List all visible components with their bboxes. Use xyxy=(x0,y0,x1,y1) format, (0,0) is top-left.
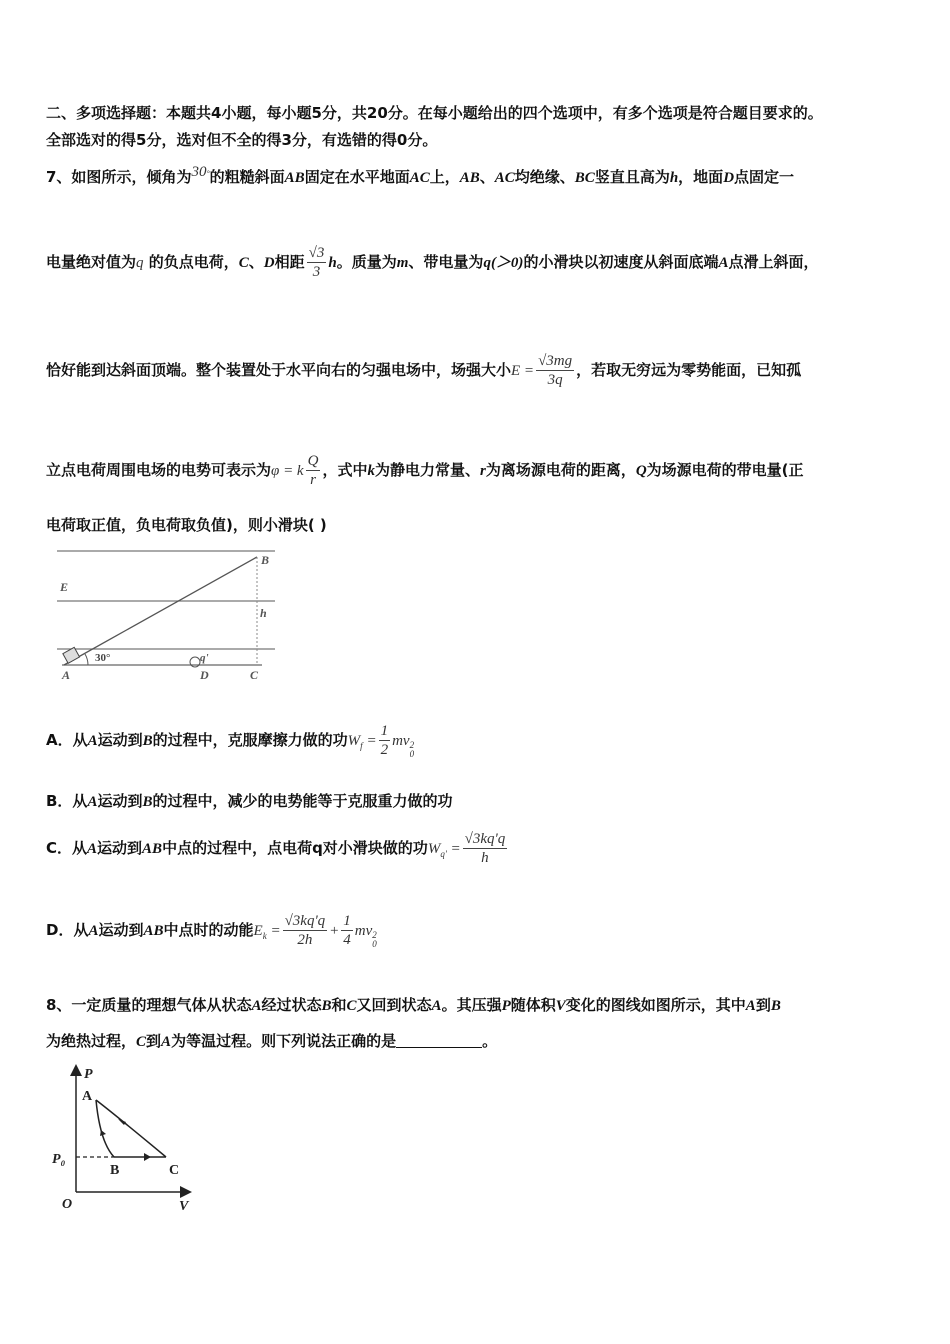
var-q-positive: q(＞0) xyxy=(483,255,524,271)
section-heading-line-1: 二、多项选择题：本题共4小题，每小题5分，共20分。在每小题给出的四个选项中，有多个选项是符合题目要求的。 xyxy=(46,104,823,122)
label-b: B xyxy=(110,1163,120,1178)
q7-text: ，若取无穷远为零势能面，已知孤 xyxy=(576,361,802,379)
var-h: h xyxy=(669,170,679,186)
fraction-one-quarter: $\frac{1}{4}$ xyxy=(343,913,351,948)
incline-figure xyxy=(50,544,290,684)
angle-30: 30 xyxy=(191,164,207,180)
q7-text: ，地面 xyxy=(678,168,724,186)
var-c: C xyxy=(238,255,249,271)
q7-text: 电荷取正值，负电荷取负值)，则小滑块( ) xyxy=(46,516,327,534)
q7-line-4 xyxy=(46,452,804,489)
slider-block xyxy=(63,647,80,663)
var-m: m xyxy=(396,255,409,271)
formula-mv0-squared: mv 2 0 xyxy=(354,923,377,949)
q7-text: 点固定一 xyxy=(734,168,795,186)
option-b[interactable]: B．从A运动到B的过程中，减少的电势能等于克服重力做的功 xyxy=(46,792,453,810)
section-heading-2 xyxy=(46,129,437,150)
arrow-b-to-c xyxy=(144,1153,151,1161)
q7-text: 、带电量为 xyxy=(408,253,484,271)
label-c: C xyxy=(169,1163,180,1178)
var-r: r xyxy=(479,463,486,479)
label-c: C xyxy=(250,668,259,682)
option-a[interactable]: A．从A运动到B的过程中，克服摩擦力做的功$W_f$ = $\frac{1}{2}$ mv 2 0 xyxy=(46,723,415,759)
var-bc: BC xyxy=(574,170,595,186)
fraction-one-half: $\frac{1}{2}$ xyxy=(380,723,389,758)
label-o: O xyxy=(62,1197,73,1212)
label-h: h xyxy=(260,606,267,620)
var-q: q xyxy=(136,255,144,271)
label-a: A xyxy=(62,668,71,682)
section-heading xyxy=(46,102,823,123)
q7-text: 点滑上斜面， xyxy=(728,253,819,271)
angle-arc xyxy=(85,654,88,665)
label-v: V xyxy=(179,1199,189,1214)
q7-text: ，式中 xyxy=(322,461,368,479)
label-a: A xyxy=(82,1089,93,1104)
fraction-q-over-r: $\frac{Q}{r}$ xyxy=(307,453,319,488)
option-c[interactable]: C．从A运动到AB中点的过程中，点电荷q对小滑块做的功$W_{q'}$ = $\frac{√3kq'q}{h}$ xyxy=(46,831,506,866)
q7-text: 固定在水平地面 xyxy=(304,168,410,186)
q7-text: 立点电荷周围电场的电势可表示为 xyxy=(46,461,272,479)
var-a: A xyxy=(718,255,729,271)
formula-wq: $W_{q'}$ = xyxy=(427,841,461,859)
q7-text: 的小滑块以初速度从斜面底端 xyxy=(523,253,719,271)
pv-graph xyxy=(48,1062,208,1218)
var-k: k xyxy=(367,463,375,479)
label-p: P xyxy=(84,1067,93,1082)
option-d[interactable]: D．从A运动到AB中点时的动能$E_k$ = $\frac{√3kq'q}{2h}$ + $\frac{1}{4}$ mv 2 0 xyxy=(46,913,377,949)
process-c-to-a xyxy=(96,1100,166,1157)
formula-e: E = xyxy=(511,363,535,379)
q7-line-3 xyxy=(46,352,801,389)
q8-line-2: 为绝热过程，C到A为等温过程。则下列说法正确的是 。 xyxy=(46,1032,498,1050)
q7-text: 的粗糙斜面 xyxy=(209,168,285,186)
label-p0: P₀ xyxy=(52,1152,66,1167)
label-angle: 30° xyxy=(95,652,111,664)
var-ab: AB xyxy=(459,170,480,186)
q7-text: 为静电力常量、 xyxy=(374,461,480,479)
q7-text: 的负点电荷， xyxy=(148,253,239,271)
q7-text: 为离场源电荷的距离， xyxy=(485,461,636,479)
q7-text: 。质量为 xyxy=(336,253,397,271)
fraction-work-q: $\frac{√3kq'q}{h}$ xyxy=(464,831,506,866)
q7-text: 相距 xyxy=(274,253,305,271)
degree-mark: ° xyxy=(206,169,210,178)
q7-line-5 xyxy=(46,514,327,535)
q7-text: 、 xyxy=(479,168,495,186)
q7-text: 、 xyxy=(248,253,264,271)
q7-line-1 xyxy=(46,164,794,187)
formula-wf: $W_f$ = xyxy=(347,733,377,751)
var-big-q: Q xyxy=(635,463,647,479)
label-e: E xyxy=(60,580,69,594)
label-q-prime: q' xyxy=(200,652,209,664)
fraction-sqrt3-over-3: $\frac{√3}{3}$ xyxy=(308,245,325,280)
q7-text: 为场源电荷的带电量(正 xyxy=(646,461,804,479)
q7-text: 均绝缘、 xyxy=(514,168,575,186)
fraction-ek-1: $\frac{√3kq'q}{2h}$ xyxy=(284,913,326,948)
q7-text: 7、如图所示，倾角为 xyxy=(46,168,192,186)
var-h: h xyxy=(328,255,337,271)
q7-line-2 xyxy=(46,244,818,281)
formula-ek: $E_k$ = xyxy=(253,923,281,941)
formula-mv0-squared: mv 2 0 xyxy=(392,733,415,759)
var-ab: AB xyxy=(284,170,305,186)
process-a-to-b xyxy=(96,1100,114,1157)
label-d: D xyxy=(200,668,209,682)
fraction-field-strength: $\frac{√3mg}{3q}$ xyxy=(538,353,573,388)
label-b: B xyxy=(261,553,270,567)
q7-text: 竖直且高为 xyxy=(594,168,670,186)
var-ac: AC xyxy=(494,170,515,186)
answer-blank[interactable] xyxy=(396,1033,482,1048)
formula-phi: φ = k xyxy=(271,463,304,479)
section-heading-line-2: 全部选对的得5分，选对但不全的得3分，有选错的得0分。 xyxy=(46,131,438,149)
q7-text: 恰好能到达斜面顶端。整个装置处于水平向右的匀强电场中，场强大小 xyxy=(46,361,512,379)
q7-text: 电量绝对值为 xyxy=(46,253,137,271)
q7-text: 上， xyxy=(429,168,460,186)
var-d: D xyxy=(723,170,735,186)
var-ac: AC xyxy=(409,170,430,186)
q8-line-1: 8、一定质量的理想气体从状态A经过状态B和C又回到状态A。其压强P随体积V变化的图线如图所示，其中A到B xyxy=(46,996,781,1014)
plus-sign: + xyxy=(329,923,340,939)
var-d: D xyxy=(263,255,275,271)
